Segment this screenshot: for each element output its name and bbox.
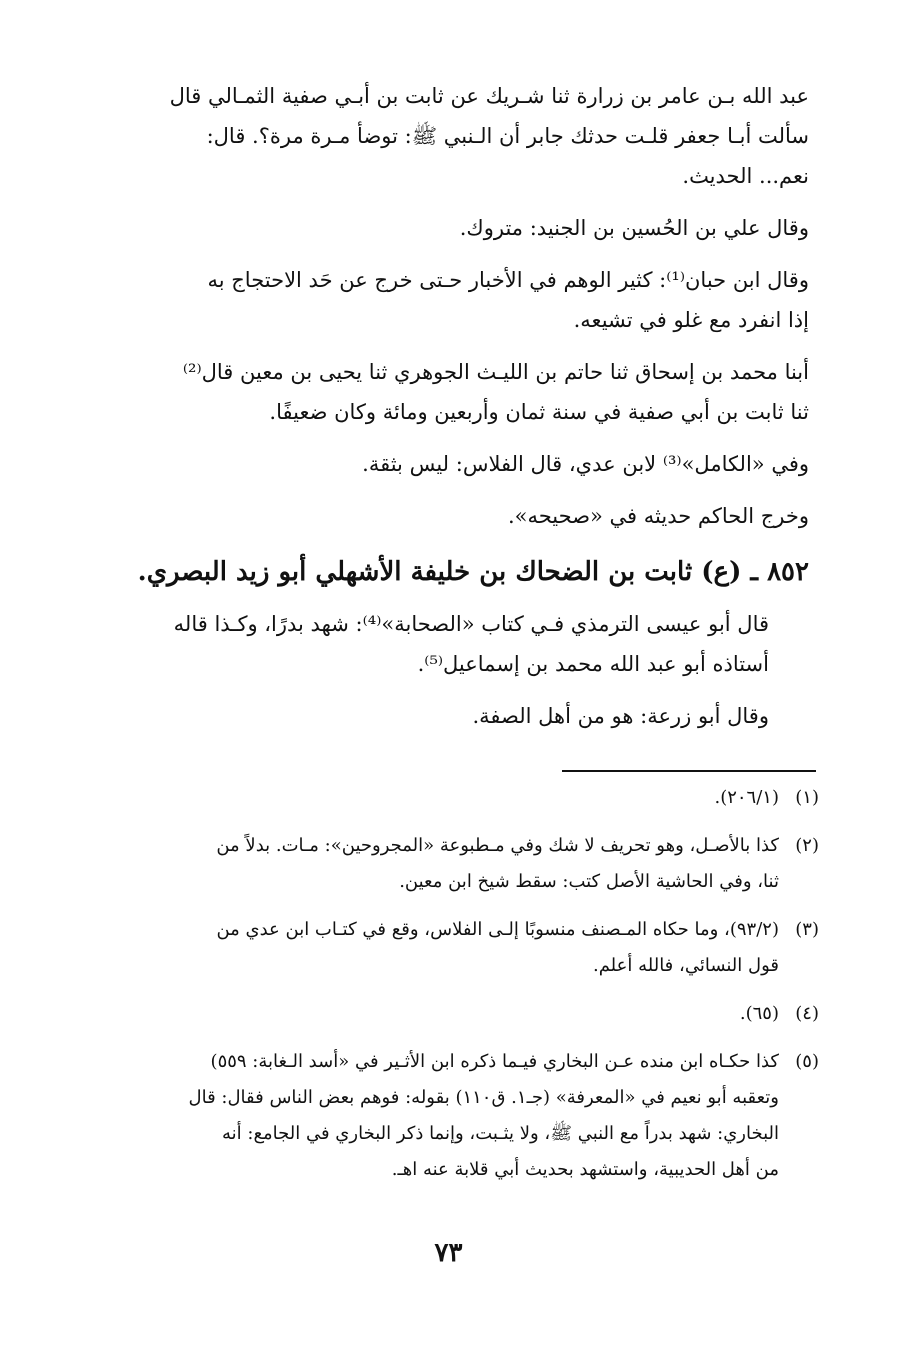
paragraph-8: وقال أبو زرعة: هو من أهل الصفة. xyxy=(472,704,769,728)
text-line: ثنا ثابت بن أبي صفية في سنة ثمان وأربعين ومائة وكان ضعيفًا. xyxy=(269,400,809,424)
main-text xyxy=(81,76,809,748)
text-line: وتعقبه أبو نعيم في «المعرفة» (جـ١. ق١١٠) بقوله: فوهم بعض الناس فقال: قال xyxy=(188,1087,779,1108)
footnote-text xyxy=(75,780,779,816)
text-line: وقال ابن حبان⁽¹⁾: كثير الوهم في الأخبار حـتى خرج عن حَد الاحتجاج به xyxy=(207,268,809,292)
footnote-number: (١) xyxy=(795,787,819,808)
text-line: كذا بالأصـل، وهو تحريف لا شك وفي مـطبوعة «المجروحين»: مـات. بدلاً من xyxy=(216,835,779,856)
text-line: ثنا، وفي الحاشية الأصل كتب: سقط شيخ ابن معين. xyxy=(399,871,779,892)
text-line: كذا حكـاه ابن منده عـن البخاري فيـما ذكره ابن الأثـير في «أسد الـغابة: ٥٥٩) xyxy=(210,1051,779,1072)
paragraph-2: وقال علي بن الحُسين بن الجنيد: متروك. xyxy=(459,216,809,240)
footnote-number: (٤) xyxy=(795,1003,819,1024)
footnote-separator xyxy=(562,770,816,772)
text-line: نعم... الحديث. xyxy=(682,164,809,188)
footnote-text xyxy=(75,912,779,984)
footnote-2 xyxy=(75,828,819,900)
footnote-4 xyxy=(75,996,819,1032)
paragraph-1 xyxy=(81,76,809,196)
footnote-3 xyxy=(75,912,819,984)
text-line: قول النسائي، فالله أعلم. xyxy=(592,955,779,976)
text-line: أبنا محمد بن إسحاق ثنا حاتم بن الليـث الجوهري ثنا يحيى بن معين قال⁽²⁾ xyxy=(182,360,809,384)
footnote-text xyxy=(75,1044,779,1188)
text-line: (٩٣/٢)، وما حكاه المـصنف منسوبًا إلـى الفلاس، وقع في كتـاب ابن عدي من xyxy=(216,919,779,940)
paragraph-7 xyxy=(81,604,809,684)
paragraph-4 xyxy=(81,352,809,432)
text-line: عبد الله بـن عامر بن زرارة ثنا شـريك عن ثابت بن أبـي صفية الثمـالي قال xyxy=(169,84,809,108)
text-line: من أهل الحديبية، واستشهد بحديث أبي قلابة عنه اهـ. xyxy=(391,1159,779,1180)
text-line: (٦٥). xyxy=(739,1003,779,1024)
text-line: قال أبو عيسى الترمذي فـي كتاب «الصحابة»⁽⁴⁾: شهد بدرًا، وكـذا قاله xyxy=(173,612,769,636)
page-number: ٧٣ xyxy=(434,1238,463,1268)
footnote-number: (٥) xyxy=(795,1051,819,1072)
entry-heading: ٨٥٢ ـ (ع) ثابت بن الضحاك بن خليفة الأشهلي أبو زيد البصري. xyxy=(137,557,809,587)
text-line: سألت أبـا جعفر قلـت حدثك جابر أن الـنبي ﷺ: توضأ مـرة مرة؟. قال: xyxy=(206,124,809,148)
footnote-5 xyxy=(75,1044,819,1188)
paragraph-6: وخرج الحاكم حديثه في «صحيحه». xyxy=(507,504,809,528)
footnote-1 xyxy=(75,780,819,816)
footnotes xyxy=(75,780,819,1200)
footnote-number: (٢) xyxy=(795,835,819,856)
paragraph-3 xyxy=(81,260,809,340)
text-line: (٢٠٦/١). xyxy=(714,787,779,808)
footnote-text xyxy=(75,996,779,1032)
text-line: البخاري: شهد بدراً مع النبي ﷺ، ولا يثـبت، وإنما ذكر البخاري في الجامع: أنه xyxy=(222,1123,779,1144)
paragraph-5: وفي «الكامل»⁽³⁾ لابن عدي، قال الفلاس: ليس بثقة. xyxy=(362,452,809,476)
text-line: أستاذه أبو عبد الله محمد بن إسماعيل⁽⁵⁾. xyxy=(417,652,769,676)
footnote-text xyxy=(75,828,779,900)
text-line: إذا انفرد مع غلو في تشيعه. xyxy=(573,308,809,332)
footnote-number: (٣) xyxy=(795,919,819,940)
